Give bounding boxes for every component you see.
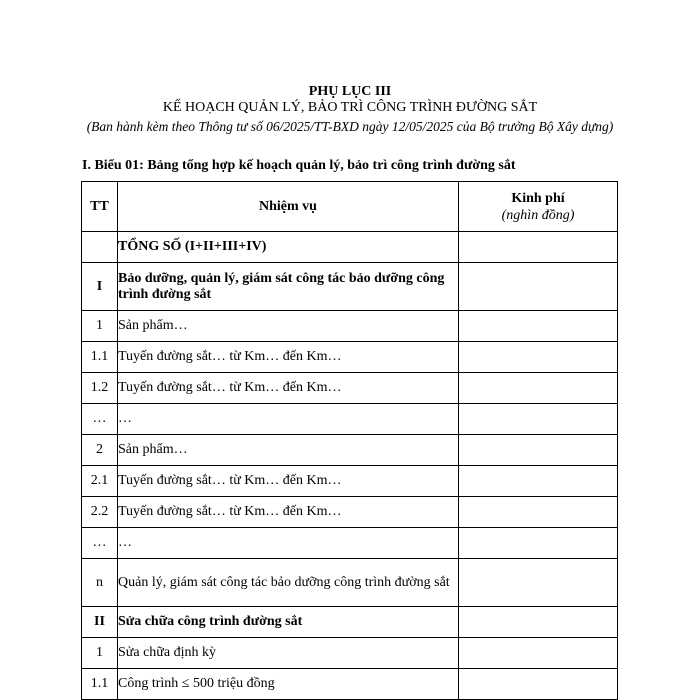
row-budget-cell xyxy=(459,311,618,342)
section-title: I. Biểu 01: Bảng tổng hợp kế hoạch quản lý, bảo trì công trình đường sắt xyxy=(82,158,516,173)
row-task: Sửa chữa định kỳ xyxy=(118,638,459,669)
row-number: 1 xyxy=(82,638,118,669)
row-budget-cell xyxy=(459,559,618,607)
row-task: Tuyến đường sắt… từ Km… đến Km… xyxy=(118,466,459,497)
table-row xyxy=(82,638,618,669)
row-budget-cell xyxy=(459,263,618,311)
row-number: 1.2 xyxy=(82,373,118,404)
row-budget-cell xyxy=(459,638,618,669)
row-number: 2 xyxy=(82,435,118,466)
table-row xyxy=(82,404,618,435)
row-budget-cell xyxy=(459,466,618,497)
table-row-section-i xyxy=(82,263,618,311)
row-budget-cell xyxy=(459,404,618,435)
table-row xyxy=(82,373,618,404)
row-task: Tuyến đường sắt… từ Km… đến Km… xyxy=(118,342,459,373)
table-row xyxy=(82,342,618,373)
appendix-title: PHỤ LỤC III xyxy=(308,84,392,99)
header-task: Nhiệm vụ xyxy=(118,182,459,232)
row-number: 1 xyxy=(82,311,118,342)
row-number: II xyxy=(82,607,118,638)
row-budget-cell xyxy=(459,497,618,528)
row-number: … xyxy=(82,528,118,559)
issued-by-note: (Ban hành kèm theo Thông tư số 06/2025/TT-BXD ngày 12/05/2025 của Bộ trưởng Bộ Xây dựng) xyxy=(86,119,614,134)
table-row xyxy=(82,311,618,342)
row-number: … xyxy=(82,404,118,435)
row-task: Bảo dưỡng, quản lý, giám sát công tác bảo dưỡng công trình đường sắt xyxy=(118,263,459,311)
row-task: TỔNG SỐ (I+II+III+IV) xyxy=(118,232,459,263)
table-row xyxy=(82,435,618,466)
row-number: 1.1 xyxy=(82,669,118,700)
table-row xyxy=(82,497,618,528)
row-task: Tuyến đường sắt… từ Km… đến Km… xyxy=(118,497,459,528)
row-number: n xyxy=(82,559,118,607)
row-number: I xyxy=(82,263,118,311)
table-header-row xyxy=(82,182,618,232)
row-budget-cell xyxy=(459,373,618,404)
row-task: … xyxy=(118,404,459,435)
row-number xyxy=(82,232,118,263)
header-budget-unit: (nghìn đồng) xyxy=(501,207,575,223)
row-task: Quản lý, giám sát công tác bảo dưỡng công trình đường sắt xyxy=(118,559,459,607)
row-number: 1.1 xyxy=(82,342,118,373)
row-budget-cell xyxy=(459,435,618,466)
row-task: Công trình ≤ 500 triệu đồng xyxy=(118,669,459,700)
row-number: 2.2 xyxy=(82,497,118,528)
row-task: … xyxy=(118,528,459,559)
row-budget-cell xyxy=(459,232,618,263)
table-row-total xyxy=(82,232,618,263)
row-task: Sản phẩm… xyxy=(118,311,459,342)
table-row xyxy=(82,466,618,497)
row-task: Sửa chữa công trình đường sắt xyxy=(118,607,459,638)
table-row xyxy=(82,528,618,559)
row-budget-cell xyxy=(459,528,618,559)
row-budget-cell xyxy=(459,669,618,700)
row-budget-cell xyxy=(459,607,618,638)
table-row-section-ii xyxy=(82,607,618,638)
table-row xyxy=(82,669,618,700)
row-number: 2.1 xyxy=(82,466,118,497)
header-budget xyxy=(459,182,618,232)
row-budget-cell xyxy=(459,342,618,373)
row-task: Sản phẩm… xyxy=(118,435,459,466)
plan-table xyxy=(81,181,618,700)
header-budget-label: Kinh phí xyxy=(511,190,565,206)
row-task: Tuyến đường sắt… từ Km… đến Km… xyxy=(118,373,459,404)
plan-title: KẾ HOẠCH QUẢN LÝ, BẢO TRÌ CÔNG TRÌNH ĐƯỜNG SẮT xyxy=(162,100,538,115)
table-row xyxy=(82,559,618,607)
header-tt: TT xyxy=(82,182,118,232)
